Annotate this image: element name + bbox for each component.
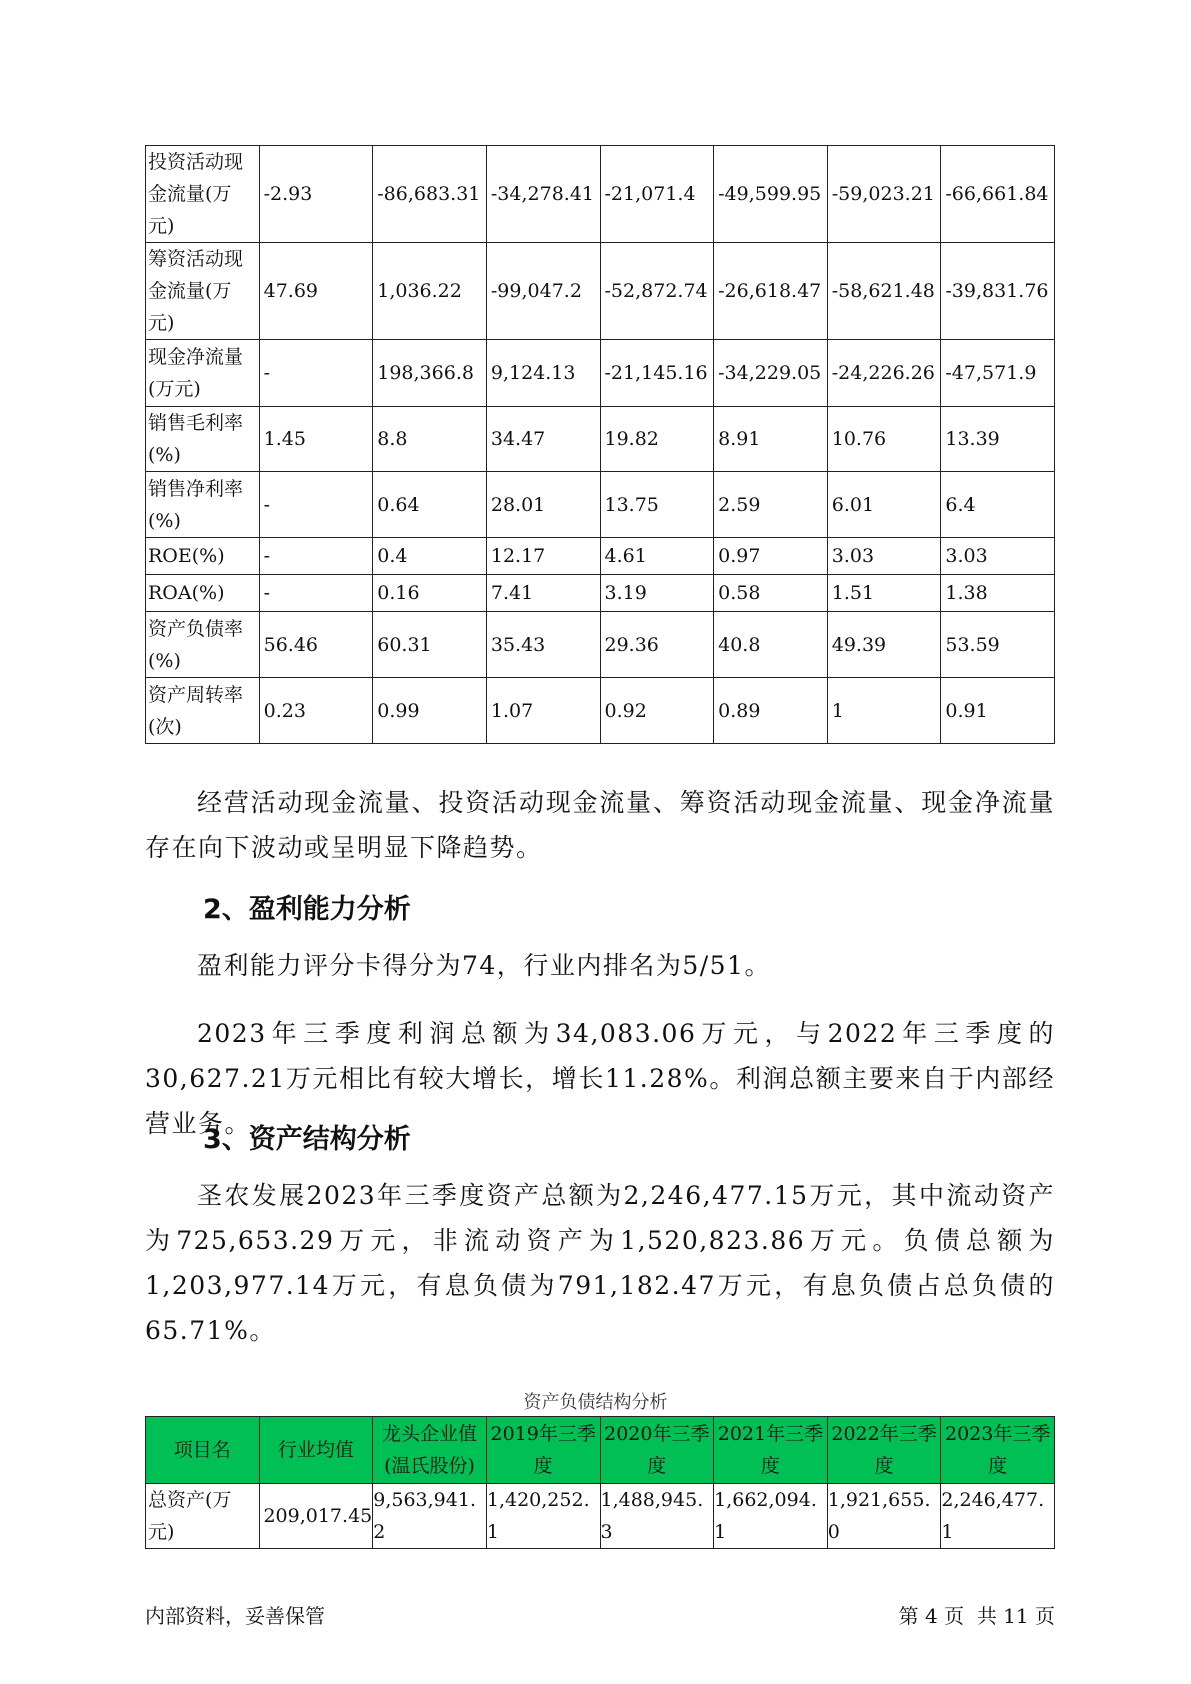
table-cell: -47,571.9 <box>941 340 1055 407</box>
row-label: 现金净流量(万元) <box>146 340 260 407</box>
column-header: 龙头企业值(温氏股份) <box>373 1417 487 1484</box>
table-cell: 29.36 <box>600 612 714 678</box>
table-cell: -58,621.48 <box>827 243 941 340</box>
column-header: 2021年三季度 <box>714 1417 828 1484</box>
table-cell: 13.75 <box>600 472 714 538</box>
column-header: 2023年三季度 <box>941 1417 1055 1484</box>
table-row <box>146 243 1055 340</box>
row-label: 筹资活动现金流量(万元) <box>146 243 260 340</box>
table-cell: 1,036.22 <box>373 243 487 340</box>
table-cell: 0.16 <box>373 575 487 612</box>
row-label: 总资产(万元) <box>146 1484 260 1549</box>
table-cell: 1,921,655.0 <box>827 1484 941 1549</box>
table-row <box>146 575 1055 612</box>
table-row <box>146 340 1055 407</box>
table-cell: 60.31 <box>373 612 487 678</box>
profit-score-text: 盈利能力评分卡得分为74，行业内排名为5/51。 <box>197 951 771 980</box>
table-cell: 0.91 <box>941 678 1055 744</box>
column-header: 2022年三季度 <box>827 1417 941 1484</box>
table-cell: 3.03 <box>827 538 941 575</box>
section-heading-profitability: 2、盈利能力分析 <box>203 894 411 925</box>
table-cell: -34,229.05 <box>714 340 828 407</box>
table-row <box>146 146 1055 243</box>
table-cell: 0.58 <box>714 575 828 612</box>
row-label: 投资活动现金流量(万元) <box>146 146 260 243</box>
table-cell: 3.19 <box>600 575 714 612</box>
table-cell: 1.07 <box>486 678 600 744</box>
table-cell: 34.47 <box>486 407 600 472</box>
table-cell: - <box>259 575 373 612</box>
table-cell: 0.64 <box>373 472 487 538</box>
table-cell: -99,047.2 <box>486 243 600 340</box>
table-cell: 209,017.45 <box>259 1484 373 1549</box>
cashflow-summary: 经营活动现金流量、投资活动现金流量、筹资活动现金流量、现金净流量存在向下波动或呈明显下降趋势。 <box>145 788 1055 862</box>
table-cell: 1,420,252.1 <box>486 1484 600 1549</box>
table-row <box>146 407 1055 472</box>
row-label: 销售毛利率(%) <box>146 407 260 472</box>
table-cell: - <box>259 472 373 538</box>
table-cell: 12.17 <box>486 538 600 575</box>
table-cell: -24,226.26 <box>827 340 941 407</box>
table-cell: 40.8 <box>714 612 828 678</box>
profit-total-text: 2023年三季度利润总额为34,083.06万元，与2022年三季度的30,627.21万元相比有较大增长，增长11.28%。利润总额主要来自于内部经营业务。 <box>145 1019 1055 1138</box>
table-cell: - <box>259 538 373 575</box>
table-cell: 47.69 <box>259 243 373 340</box>
table-cell: 35.43 <box>486 612 600 678</box>
table-cell: 28.01 <box>486 472 600 538</box>
row-label: 销售净利率(%) <box>146 472 260 538</box>
column-header: 2019年三季度 <box>486 1417 600 1484</box>
footer-page-number: 第 4 页 共 11 页 <box>898 1604 1055 1628</box>
table-cell: 8.8 <box>373 407 487 472</box>
table-cell: 0.97 <box>714 538 828 575</box>
table-cell: 13.39 <box>941 407 1055 472</box>
table-row <box>146 538 1055 575</box>
table-cell: -21,071.4 <box>600 146 714 243</box>
table-row <box>146 678 1055 744</box>
table-cell: 6.4 <box>941 472 1055 538</box>
section-heading-asset-structure: 3、资产结构分析 <box>203 1124 411 1155</box>
column-header: 2020年三季度 <box>600 1417 714 1484</box>
row-label: ROE(%) <box>146 538 260 575</box>
table-cell: -21,145.16 <box>600 340 714 407</box>
table-row <box>146 612 1055 678</box>
table-row <box>146 472 1055 538</box>
table-caption: 资产负债结构分析 <box>523 1392 668 1413</box>
column-header: 行业均值 <box>259 1417 373 1484</box>
row-label: 资产负债率(%) <box>146 612 260 678</box>
table-row <box>146 1484 1055 1549</box>
table-cell: -39,831.76 <box>941 243 1055 340</box>
balance-structure-table <box>145 1416 1055 1549</box>
table-cell: -2.93 <box>259 146 373 243</box>
table-cell: 6.01 <box>827 472 941 538</box>
table-cell: -86,683.31 <box>373 146 487 243</box>
footer-confidential: 内部资料，妥善保管 <box>145 1604 325 1628</box>
table-cell: 4.61 <box>600 538 714 575</box>
table-cell: 0.4 <box>373 538 487 575</box>
table-cell: 8.91 <box>714 407 828 472</box>
table-cell: 2,246,477.1 <box>941 1484 1055 1549</box>
table-cell: 49.39 <box>827 612 941 678</box>
table-cell: -59,023.21 <box>827 146 941 243</box>
table-cell: 19.82 <box>600 407 714 472</box>
row-label: 资产周转率(次) <box>146 678 260 744</box>
table-cell: 198,366.8 <box>373 340 487 407</box>
table-cell: 0.99 <box>373 678 487 744</box>
table-cell: 53.59 <box>941 612 1055 678</box>
table-cell: -26,618.47 <box>714 243 828 340</box>
table-cell: 7.41 <box>486 575 600 612</box>
asset-structure-text: 圣农发展2023年三季度资产总额为2,246,477.15万元，其中流动资产为725,653.29万元，非流动资产为1,520,823.86万元。负债总额为1,203,977.14万元，有息负债为791,182.47万元，有息负债占总负债的65.71%。 <box>145 1181 1055 1345</box>
table-cell: 56.46 <box>259 612 373 678</box>
table-cell: 0.23 <box>259 678 373 744</box>
column-header: 项目名 <box>146 1417 260 1484</box>
table-cell: 1.45 <box>259 407 373 472</box>
table-cell: 1,488,945.3 <box>600 1484 714 1549</box>
table-cell: 1.38 <box>941 575 1055 612</box>
table-cell: 9,563,941.2 <box>373 1484 487 1549</box>
table-cell: 9,124.13 <box>486 340 600 407</box>
table-cell: 1,662,094.1 <box>714 1484 828 1549</box>
table-cell: -66,661.84 <box>941 146 1055 243</box>
table-cell: -49,599.95 <box>714 146 828 243</box>
table-cell: 0.89 <box>714 678 828 744</box>
table-cell: - <box>259 340 373 407</box>
table-cell: 2.59 <box>714 472 828 538</box>
table-cell: 1 <box>827 678 941 744</box>
financial-indicators-table <box>145 145 1055 744</box>
table-cell: 1.51 <box>827 575 941 612</box>
table-cell: -34,278.41 <box>486 146 600 243</box>
row-label: ROA(%) <box>146 575 260 612</box>
table-cell: 3.03 <box>941 538 1055 575</box>
table-cell: 10.76 <box>827 407 941 472</box>
table-cell: -52,872.74 <box>600 243 714 340</box>
table-cell: 0.92 <box>600 678 714 744</box>
